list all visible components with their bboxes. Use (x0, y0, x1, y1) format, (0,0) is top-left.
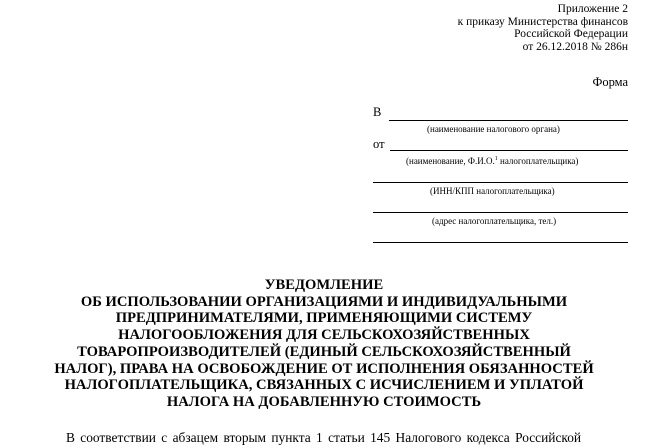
address-field[interactable] (373, 212, 628, 213)
from-prefix: от (373, 137, 385, 151)
title-line-7: НАЛОГОПЛАТЕЛЬЩИКА, СВЯЗАННЫХ С ИСЧИСЛЕНИЕМ И УПЛАТОЙ (64, 377, 584, 394)
inn-kpp-field[interactable] (373, 182, 628, 183)
document-title (0, 277, 648, 411)
taxpayer-name-caption-suffix: налогоплательщика) (497, 156, 579, 166)
taxpayer-name-field[interactable] (390, 150, 628, 151)
taxpayer-name-caption-text: (наименование, Ф.И.О. (406, 156, 495, 166)
title-line-3: ПРЕДПРИНИМАТЕЛЯМИ, ПРИМЕНЯЮЩИМИ СИСТЕМУ (115, 310, 533, 327)
inn-kpp-caption: (ИНН/КПП налогоплательщика) (430, 186, 555, 196)
title-line-5: ТОВАРОПРОИЗВОДИТЕЛЕЙ (ЕДИНЫЙ СЕЛЬСКОХОЗЯЙСТВЕННЫЙ (77, 343, 571, 360)
to-prefix: В (373, 105, 382, 119)
extra-line[interactable] (373, 242, 628, 243)
approval-block (458, 3, 628, 53)
title-line-4: НАЛОГООБЛОЖЕНИЯ ДЛЯ СЕЛЬСКОХОЗЯЙСТВЕННЫХ (118, 327, 530, 344)
address-caption: (адрес налогоплательщика, тел.) (432, 216, 557, 226)
taxpayer-name-caption (406, 154, 578, 166)
approval-line-3: Российской Федерации (514, 28, 628, 40)
body-paragraph: В соответствии с абзацем вторым пункта 1 статьи 145 Налогового кодекса Российской (66, 430, 582, 445)
title-line-1: УВЕДОМЛЕНИЕ (264, 277, 384, 293)
tax-authority-field[interactable] (389, 120, 628, 121)
approval-line-2: к приказу Министерства финансов (457, 15, 628, 28)
title-line-6: НАЛОГ), ПРАВА НА ОСВОБОЖДЕНИЕ ОТ ИСПОЛНЕНИЯ ОБЯЗАННОСТЕЙ (54, 360, 594, 377)
approval-line-4: от 26.12.2018 № 286н (522, 40, 628, 53)
tax-authority-caption: (наименование налогового органа) (427, 124, 560, 134)
title-line-8: НАЛОГА НА ДОБАВЛЕННУЮ СТОИМОСТЬ (166, 393, 482, 410)
form-label: Форма (592, 75, 628, 89)
approval-line-1: Приложение 2 (557, 3, 628, 15)
footnote-marker: 1 (494, 156, 498, 162)
title-line-2: ОБ ИСПОЛЬЗОВАНИИ ОРГАНИЗАЦИЯМИ И ИНДИВИДУАЛЬНЫМИ (80, 293, 568, 310)
